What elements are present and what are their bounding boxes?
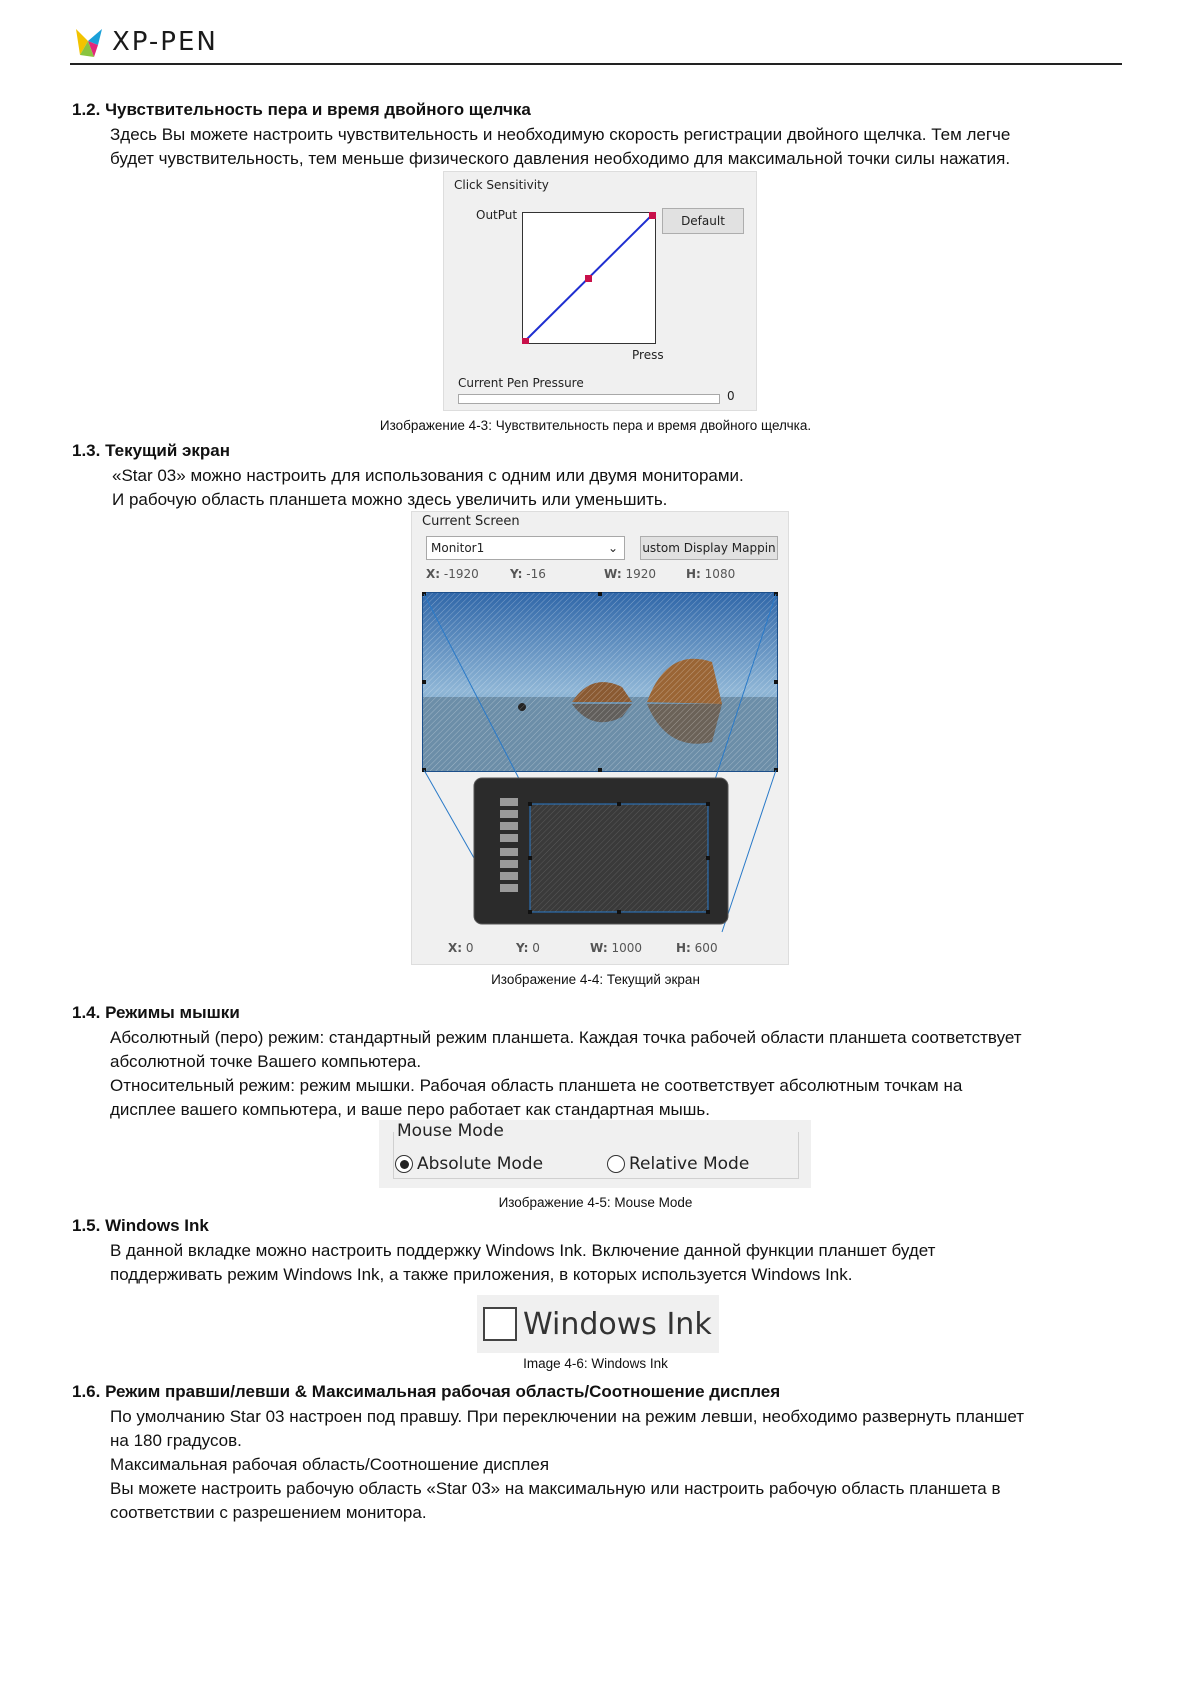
screen-mapping-preview[interactable] [422,592,778,934]
press-label: Press [632,348,664,362]
figure-4-5-caption: Изображение 4-5: Mouse Mode [498,1195,693,1210]
mouse-mode-dialog [379,1120,811,1188]
screen-coordinates-row: X: -1920 Y: -16 W: 1920 H: 1080 [426,567,736,581]
screen-y-value: -16 [526,567,546,581]
tablet-y-value: 0 [532,941,540,955]
brand-logo [72,24,218,60]
click-sensitivity-dialog [443,171,757,411]
section-1-4-heading: 1.4. Режимы мышки [72,1003,240,1022]
current-screen-dialog [411,511,789,965]
custom-display-mapping-button[interactable]: ustom Display Mappin [640,536,778,560]
desktop-wallpaper-image [422,592,778,772]
curve-point-end[interactable] [649,212,656,219]
tablet-x-value: 0 [465,941,474,955]
figure-4-3-caption: Изображение 4-3: Чувствительность пера и время двойного щелчка. [379,418,812,433]
radio-unselected-icon [607,1155,625,1173]
chevron-down-icon: ⌄ [607,541,618,555]
current-pen-pressure-label: Current Pen Pressure [458,376,584,390]
section-1-2-line-1: Здесь Вы можете настроить чувствительность и необходимую скорость регистрации двойного щелчка. Тем легче [110,125,1011,144]
pen-pressure-value: 0 [727,389,735,403]
section-1-2-heading: 1.2. Чувствительность пера и время двойного щелчка [72,100,531,119]
pen-pressure-bar [458,394,720,404]
tablet-image [474,778,728,924]
section-1-6-line-3: Максимальная рабочая область/Соотношение дисплея [110,1455,550,1474]
section-1-6-line-1: По умолчанию Star 03 настроен под правшу. При переключении на режим левши, необходимо развернуть планшет [110,1407,1025,1426]
mouse-mode-group-title: Mouse Mode [397,1121,504,1141]
figure-4-4-caption: Изображение 4-4: Текущий экран [491,972,700,987]
header-divider [70,63,1122,65]
section-1-3-line-2: И рабочую область планшета можно здесь увеличить или уменьшить. [112,490,668,509]
section-1-6-line-2: на 180 градусов. [110,1431,242,1450]
section-1-4-line-4: дисплее вашего компьютера, и ваше перо работает как стандартная мышь. [110,1100,710,1119]
tablet-w-value: 1000 [611,941,643,955]
curve-point-start[interactable] [522,338,529,344]
relative-mode-radio[interactable] [607,1154,749,1174]
absolute-mode-label: Absolute Mode [417,1154,544,1174]
section-1-3-heading: 1.3. Текущий экран [72,441,231,460]
section-1-5-heading: 1.5. Windows Ink [72,1216,209,1235]
xp-pen-logo-icon [72,25,106,59]
current-screen-group-title: Current Screen [422,514,520,529]
relative-mode-label: Relative Mode [629,1154,750,1174]
screen-h-value: 1080 [704,567,736,581]
windows-ink-checkbox[interactable] [477,1295,719,1353]
section-1-6-heading: 1.6. Режим правши/левши & Максимальная рабочая область/Соотношение дисплея [72,1382,781,1401]
section-1-2-line-2: будет чувствительность, тем меньше физического давления необходимо для максимальной точки силы нажатия. [110,149,1011,168]
checkbox-unchecked-icon [483,1307,517,1341]
screen-x-value: -1920 [443,567,479,581]
section-1-4-line-3: Относительный режим: режим мышки. Рабочая область планшета не соответствует абсолютным точкам на [110,1076,963,1095]
radio-selected-icon [395,1155,413,1173]
monitor-select-value: Monitor1 [431,541,485,555]
click-sensitivity-group-title: Click Sensitivity [454,178,549,192]
section-1-4-line-1: Абсолютный (перо) режим: стандартный режим планшета. Каждая точка рабочей области планшета соответствует [110,1028,1022,1047]
section-1-3-line-1: «Star 03» можно настроить для использования с одним или двумя мониторами. [112,466,744,485]
tablet-coordinates-row: X: 0 Y: 0 W: 1000 H: 600 [448,941,718,955]
default-button[interactable]: Default [662,208,744,234]
sensitivity-curve-graph[interactable] [522,212,656,344]
section-1-6-line-5: соответствии с разрешением монитора. [110,1503,427,1522]
tablet-h-value: 600 [694,941,718,955]
section-1-5-line-2: поддерживать режим Windows Ink, а также приложения, в которых используется Windows Ink. [110,1265,853,1284]
section-1-6-line-4: Вы можете настроить рабочую область «Star 03» на максимальную или настроить рабочую область планшета в [110,1479,1001,1498]
output-label: OutPut [476,208,518,222]
curve-point-mid[interactable] [585,275,592,282]
windows-ink-label: Windows Ink [523,1306,712,1342]
screen-w-value: 1920 [625,567,657,581]
section-1-4-line-2: абсолютной точке Вашего компьютера. [110,1052,422,1071]
absolute-mode-radio[interactable] [395,1154,543,1174]
section-1-5-line-1: В данной вкладке можно настроить поддержку Windows Ink. Включение данной функции планшет будет [110,1241,936,1260]
figure-4-6-caption: Image 4-6: Windows Ink [523,1356,668,1371]
brand-name: XP-PEN [112,27,218,57]
monitor-select[interactable] [426,536,625,560]
